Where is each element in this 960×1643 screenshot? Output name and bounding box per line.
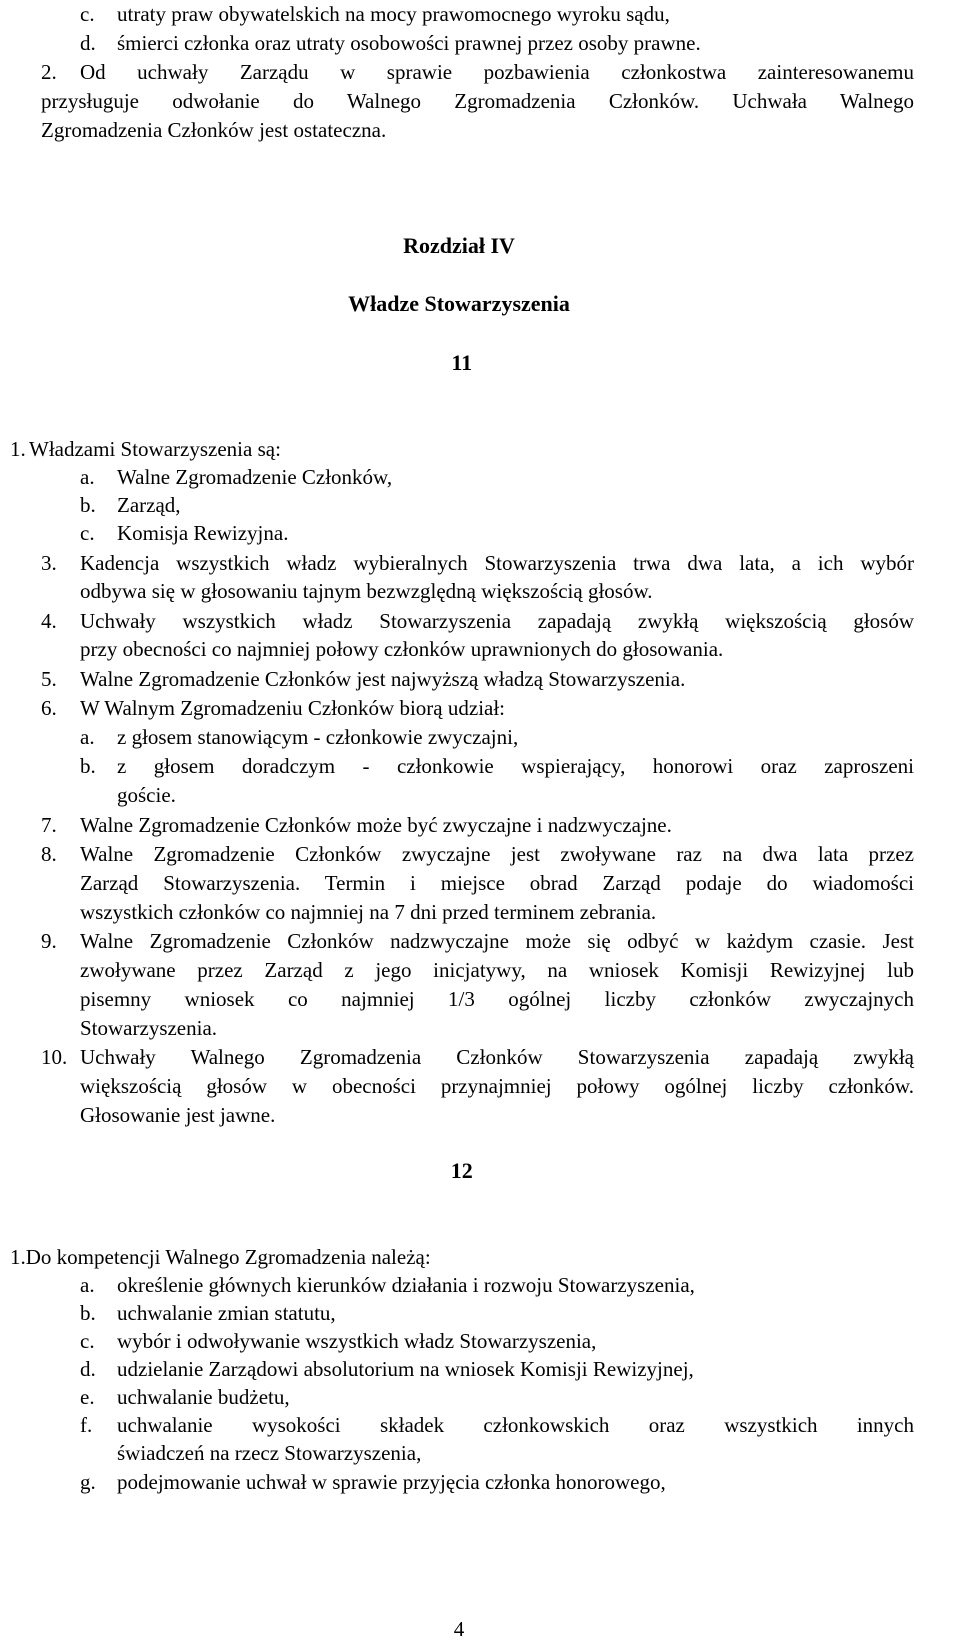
- list-item: [80, 1383, 290, 1411]
- text-line: goście.: [117, 783, 176, 807]
- paragraph-number: 2.: [41, 60, 57, 84]
- text-line: Kadencja wszystkich władz wybieralnych Stowarzyszenia trwa dwa lata, a ich wybór: [80, 551, 914, 575]
- paragraph-text: Walne Zgromadzenie Członków jest najwyższą władzą Stowarzyszenia.: [80, 667, 686, 691]
- paragraph-number: 3.: [41, 551, 57, 575]
- list-label: c.: [80, 2, 95, 26]
- paragraph-number: 9.: [41, 929, 57, 953]
- text-line: odbywa się w głosowaniu tajnym bezwzględną większością głosów.: [80, 579, 653, 603]
- list-label: d.: [80, 1357, 96, 1381]
- page-number: 4: [453, 1617, 465, 1641]
- list-text: uchwalanie budżetu,: [117, 1385, 290, 1409]
- list-label: b.: [80, 1301, 96, 1325]
- paragraph-number: 5.: [41, 667, 57, 691]
- list-text: podejmowanie uchwał w sprawie przyjęcia członka honorowego,: [117, 1470, 666, 1494]
- chapter-title: Rozdział IV: [403, 233, 515, 258]
- list-label: c.: [80, 1329, 95, 1353]
- paragraph-number: 1.: [10, 1245, 26, 1269]
- list-text: wybór i odwoływanie wszystkich władz Stowarzyszenia,: [117, 1329, 597, 1353]
- list-item: [80, 1299, 336, 1327]
- section-value: 11: [451, 350, 473, 375]
- list-item: [80, 1355, 694, 1383]
- text-line: przysługuje odwołanie do Walnego Zgromadzenia Członków. Uchwała Walnego: [41, 89, 914, 113]
- paragraph-number: 8.: [41, 842, 57, 866]
- paragraph-number: 10.: [41, 1045, 68, 1069]
- list-label: a.: [80, 725, 95, 749]
- list-label: a.: [80, 1273, 95, 1297]
- list-text: utraty praw obywatelskich na mocy prawomocnego wyroku sądu,: [117, 2, 670, 26]
- paragraph-number: 6.: [41, 696, 57, 720]
- list-label: c.: [80, 521, 95, 545]
- section-number: [0, 349, 918, 377]
- text-line: wszystkich członków co najmniej na 7 dni przed terminem zebrania.: [80, 900, 657, 924]
- paragraph-text: Do kompetencji Walnego Zgromadzenia należą:: [25, 1245, 431, 1269]
- text-line: Walne Zgromadzenie Członków nadzwyczajne może się odbyć w każdym czasie. Jest: [80, 929, 914, 953]
- list-item: [80, 723, 518, 751]
- list-item: [80, 29, 701, 57]
- text-line: uchwalanie wysokości składek członkowskich oraz wszystkich innych: [117, 1413, 914, 1437]
- chapter-subtitle: Władze Stowarzyszenia: [348, 291, 570, 316]
- text-line: Głosowanie jest jawne.: [80, 1103, 276, 1127]
- list-label: b.: [80, 493, 96, 517]
- list-item: [80, 463, 392, 491]
- text-line: zwoływane przez Zarząd z jego inicjatywy, na wniosek Komisji Rewizyjnej lub: [80, 958, 914, 982]
- list-text: udzielanie Zarządowi absolutorium na wniosek Komisji Rewizyjnej,: [117, 1357, 694, 1381]
- list-text: określenie głównych kierunków działania i rozwoju Stowarzyszenia,: [117, 1273, 695, 1297]
- list-label: e.: [80, 1385, 95, 1409]
- paragraph-text: Władzami Stowarzyszenia są:: [29, 437, 281, 461]
- paragraph-number: 1.: [10, 437, 26, 461]
- paragraph-text: W Walnym Zgromadzeniu Członków biorą udział:: [80, 696, 506, 720]
- text-line: Zarząd Stowarzyszenia. Termin i miejsce obrad Zarząd podaje do wiadomości: [80, 871, 914, 895]
- list-label: b.: [80, 754, 96, 778]
- section-number: [0, 1157, 918, 1185]
- list-item: [80, 0, 670, 28]
- paragraph-text: Walne Zgromadzenie Członków może być zwyczajne i nadzwyczajne.: [80, 813, 672, 837]
- text-line: Uchwały wszystkich władz Stowarzyszenia zapadają zwykłą większością głosów: [80, 609, 914, 633]
- text-line: przy obecności co najmniej połowy członków uprawnionych do głosowania.: [80, 637, 724, 661]
- list-text: z głosem stanowiącym - członkowie zwyczajni,: [117, 725, 519, 749]
- list-text: Walne Zgromadzenie Członków,: [117, 465, 393, 489]
- paragraph-1: [10, 435, 281, 463]
- paragraph-number: 4.: [41, 609, 57, 633]
- list-item: [80, 1468, 666, 1496]
- text-line: Stowarzyszenia.: [80, 1016, 218, 1040]
- list-text: Komisja Rewizyjna.: [117, 521, 289, 545]
- list-label: d.: [80, 31, 96, 55]
- text-line: Uchwały Walnego Zgromadzenia Członków Stowarzyszenia zapadają zwykłą: [80, 1045, 914, 1069]
- list-text: śmierci członka oraz utraty osobowości prawnej przez osoby prawne.: [117, 31, 701, 55]
- text-line: Od uchwały Zarządu w sprawie pozbawienia członkostwa zainteresowanemu: [80, 60, 914, 84]
- list-item: [80, 491, 181, 519]
- text-line: pisemny wniosek co najmniej 1/3 ogólnej liczby członków zwyczajnych: [80, 987, 914, 1011]
- paragraph-number: 7.: [41, 813, 57, 837]
- text-line: Zgromadzenia Członków jest ostateczna.: [41, 118, 387, 142]
- list-item: [80, 519, 288, 547]
- list-text: uchwalanie zmian statutu,: [117, 1301, 336, 1325]
- text-line: świadczeń na rzecz Stowarzyszenia,: [117, 1441, 422, 1465]
- list-label: f.: [80, 1413, 93, 1437]
- list-item: [80, 1271, 695, 1299]
- list-item: [80, 1327, 596, 1355]
- list-label: a.: [80, 465, 95, 489]
- text-line: większością głosów w obecności przynajmniej połowy ogólnej liczby członków.: [80, 1074, 914, 1098]
- text-line: Walne Zgromadzenie Członków zwyczajne jest zwoływane raz na dwa lata przez: [80, 842, 914, 866]
- section-value: 12: [450, 1158, 473, 1183]
- list-text: Zarząd,: [117, 493, 181, 517]
- list-label: g.: [80, 1470, 96, 1494]
- paragraph-1: [10, 1243, 431, 1271]
- text-line: z głosem doradczym - członkowie wspierający, honorowi oraz zaproszeni: [117, 754, 914, 778]
